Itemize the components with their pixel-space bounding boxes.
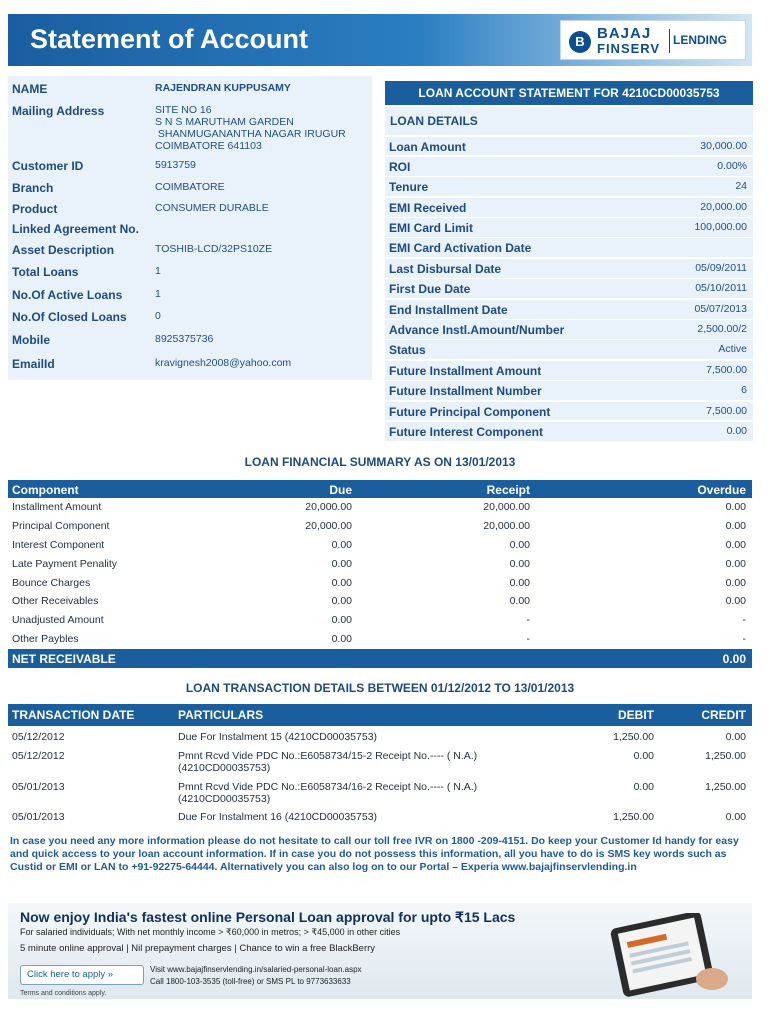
transaction-credit: 1,250.00 xyxy=(705,750,746,762)
customer-details-panel xyxy=(8,76,372,380)
customer-field-label: Customer ID xyxy=(12,159,84,173)
loan-detail-row xyxy=(385,198,753,217)
banner-features: 5 minute online approval | Nil prepayment charges | Chance to win a free BlackBerry xyxy=(20,943,376,954)
loan-detail-label: First Due Date xyxy=(389,282,471,297)
loan-detail-label: End Installment Date xyxy=(389,302,508,317)
col-header-overdue: Overdue xyxy=(697,483,746,497)
banner-visit-link[interactable]: Visit www.bajajfinservlending.in/salaried-personal-loan.aspx xyxy=(150,965,362,974)
col-header-debit: DEBIT xyxy=(618,708,654,722)
promo-banner xyxy=(8,903,752,999)
table-cell: Installment Amount xyxy=(12,501,102,513)
logo-text-finserv: FINSERV xyxy=(597,41,661,56)
financial-summary-table xyxy=(8,480,752,668)
table-cell: 20,000.00 xyxy=(305,501,352,513)
table-row xyxy=(8,555,752,574)
loan-detail-row xyxy=(385,402,753,421)
loan-detail-label: Future Interest Component xyxy=(389,424,544,439)
loan-detail-label: Loan Amount xyxy=(389,139,466,154)
net-receivable-row xyxy=(8,649,752,668)
table-cell: 20,000.00 xyxy=(483,501,530,513)
transaction-date: 05/01/2013 xyxy=(12,781,65,793)
customer-field-value: TOSHIB-LCD/32PS10ZE xyxy=(155,243,273,255)
customer-field-label: Branch xyxy=(12,181,54,195)
page-title: Statement of Account xyxy=(30,24,309,54)
loan-statement-header: LOAN ACCOUNT STATEMENT FOR 4210CD00035753 xyxy=(385,81,753,105)
header-bar xyxy=(8,14,752,66)
loan-detail-value: 7,500.00 xyxy=(706,363,747,376)
col-header-transaction-date: TRANSACTION DATE xyxy=(12,708,135,722)
col-header-particulars: PARTICULARS xyxy=(178,708,264,722)
loan-detail-row xyxy=(385,238,753,257)
table-cell: 0.00 xyxy=(725,595,746,608)
loan-detail-value: 6 xyxy=(741,384,747,397)
loan-detail-label: Advance Instl.Amount/Number xyxy=(389,323,565,338)
table-row xyxy=(8,517,752,536)
net-receivable-label: NET RECEIVABLE xyxy=(12,652,116,667)
customer-field-value: CONSUMER DURABLE xyxy=(155,202,269,214)
customer-field-label: Total Loans xyxy=(12,265,79,279)
table-cell: 0.00 xyxy=(725,576,746,589)
tablet-illustration-icon xyxy=(586,913,736,997)
table-cell: Interest Component xyxy=(12,538,105,551)
table-cell: 0.00 xyxy=(725,538,746,551)
transaction-table-header xyxy=(8,704,752,726)
loan-detail-row xyxy=(385,381,753,400)
table-row xyxy=(8,536,752,555)
transaction-credit: 0.00 xyxy=(725,731,746,743)
table-row xyxy=(8,498,752,517)
table-cell: 0.00 xyxy=(509,538,530,551)
table-cell: - xyxy=(742,633,746,646)
transaction-particulars: Pmnt Rcvd Vide PDC No.:E6058734/15-2 Receipt No.---- ( N.A.) (4210CD00035753) xyxy=(178,750,478,774)
banner-terms: Terms and conditions apply. xyxy=(20,990,107,997)
customer-field-label: No.Of Active Loans xyxy=(12,288,123,302)
col-header-credit: CREDIT xyxy=(701,708,746,722)
table-cell: 0.00 xyxy=(331,614,352,627)
loan-detail-value: 20,000.00 xyxy=(700,200,747,213)
col-header-component: Component xyxy=(12,483,79,497)
transaction-credit: 0.00 xyxy=(725,811,746,823)
transaction-debit: 0.00 xyxy=(633,781,654,793)
customer-field-label: No.Of Closed Loans xyxy=(12,310,127,324)
customer-field-value: 8925375736 xyxy=(155,333,214,345)
table-row xyxy=(8,574,752,593)
loan-detail-value: 30,000.00 xyxy=(700,139,747,152)
table-cell: Unadjusted Amount xyxy=(12,614,104,627)
transaction-date: 05/12/2012 xyxy=(12,731,65,743)
transaction-details-title: LOAN TRANSACTION DETAILS BETWEEN 01/12/2012 TO 13/01/2013 xyxy=(185,681,575,695)
banner-headline: Now enjoy India's fastest online Personal Loan approval for upto ₹15 Lacs xyxy=(20,909,516,925)
customer-field-value[interactable]: kravignesh2008@yahoo.com xyxy=(155,357,292,369)
loan-details-subheader: LOAN DETAILS xyxy=(385,107,753,135)
loan-detail-value: 7,500.00 xyxy=(706,404,747,417)
loan-detail-label: Future Installment Amount xyxy=(389,363,542,378)
financial-table-header xyxy=(8,480,752,498)
loan-detail-row xyxy=(385,361,753,380)
banner-eligibility: For salaried individuals; With net monthly income > ₹60,000 in metros; > ₹45,000 in other cities xyxy=(20,927,401,937)
col-header-due: Due xyxy=(329,483,352,497)
loan-detail-label: Future Installment Number xyxy=(389,384,542,399)
customer-field-value: 0 xyxy=(155,310,161,322)
customer-field-label: Product xyxy=(12,202,58,216)
contact-info-note: In case you need any more information please do not hesitate to call our toll free IVR on 1800 -209-4151. Do keep your Customer Id handy for easy and quick access to your loan account information. If in case you do not possess this information, all you have to do is SMS key words such as Custid or EMI or LAN to +91-92275-64444. Alternatively you can also log on to our Portal – Experia www.bajajfinservlending.in xyxy=(10,835,739,873)
logo-mark-icon: B xyxy=(569,31,591,53)
table-cell: 0.00 xyxy=(725,557,746,570)
table-cell: 0.00 xyxy=(725,501,746,513)
loan-detail-row xyxy=(385,157,753,176)
loan-detail-row xyxy=(385,259,753,278)
loan-detail-value: 05/07/2013 xyxy=(694,302,747,315)
loan-detail-row xyxy=(385,340,753,359)
customer-field-value: 5913759 xyxy=(155,159,196,171)
table-cell: - xyxy=(742,614,746,627)
table-cell: 0.00 xyxy=(725,519,746,532)
transaction-particulars: Due For Instalment 16 (4210CD00035753) xyxy=(178,811,378,823)
loan-detail-row xyxy=(385,279,753,298)
loan-detail-row xyxy=(385,320,753,339)
logo-text-lending: LENDING xyxy=(673,33,727,47)
loan-detail-row xyxy=(385,422,753,441)
bajaj-finserv-logo xyxy=(560,20,746,60)
net-receivable-value: 0.00 xyxy=(722,652,746,667)
loan-detail-label: Last Disbursal Date xyxy=(389,261,502,276)
customer-field-value: SITE NO 16 S N S MARUTHAM GARDEN SHANMUGANANTHA NAGAR IRUGUR COIMBATORE 641103 xyxy=(155,104,346,152)
col-header-receipt: Receipt xyxy=(486,483,530,497)
loan-detail-label: Tenure xyxy=(389,180,429,195)
transaction-particulars: Due For Instalment 15 (4210CD00035753) xyxy=(178,731,378,743)
banner-call-info: Call 1800-103-3535 (toll-free) or SMS PL to 9773633633 xyxy=(150,977,351,986)
transaction-debit: 1,250.00 xyxy=(613,811,654,823)
table-cell: Other Receivables xyxy=(12,595,99,608)
table-cell: 0.00 xyxy=(331,633,352,646)
customer-field-label: NAME xyxy=(12,82,48,96)
loan-detail-value: Active xyxy=(718,343,747,356)
loan-detail-label: EMI Card Activation Date xyxy=(389,241,532,256)
table-cell: 0.00 xyxy=(509,576,530,589)
loan-detail-row xyxy=(385,137,753,156)
loan-detail-value: 100,000.00 xyxy=(694,221,747,234)
customer-field-value: 1 xyxy=(155,288,161,300)
table-cell: Principal Component xyxy=(12,519,110,532)
loan-detail-value: 24 xyxy=(735,180,747,193)
loan-details-panel xyxy=(385,81,753,441)
table-row xyxy=(8,611,752,630)
table-cell: 20,000.00 xyxy=(305,519,352,532)
loan-detail-value: 0.00 xyxy=(726,424,747,437)
loan-detail-label: Future Principal Component xyxy=(389,404,551,419)
table-cell: Late Payment Penality xyxy=(12,557,118,570)
loan-detail-value: 0.00% xyxy=(717,159,747,172)
transaction-debit: 1,250.00 xyxy=(613,731,654,743)
customer-field-label: Mobile xyxy=(12,333,50,347)
loan-detail-value: 05/10/2011 xyxy=(695,282,747,295)
loan-detail-label: Status xyxy=(389,343,426,358)
table-cell: - xyxy=(526,614,530,627)
logo-text-bajaj: BAJAJ xyxy=(597,25,652,42)
loan-detail-value: 2,500.00/2 xyxy=(697,323,747,336)
table-cell: 0.00 xyxy=(331,538,352,551)
table-cell: 20,000.00 xyxy=(483,519,530,532)
transaction-credit: 1,250.00 xyxy=(705,781,746,793)
table-cell: Other Paybles xyxy=(12,633,79,646)
table-row xyxy=(8,592,752,611)
table-cell: Bounce Charges xyxy=(12,576,91,589)
customer-field-label: Linked Agreement No. xyxy=(12,222,139,236)
transaction-particulars: Pmnt Rcvd Vide PDC No.:E6058734/16-2 Receipt No.---- ( N.A.) (4210CD00035753) xyxy=(178,781,478,805)
table-cell: 0.00 xyxy=(509,595,530,608)
loan-detail-label: EMI Received xyxy=(389,200,467,215)
financial-summary-title: LOAN FINANCIAL SUMMARY AS ON 13/01/2013 xyxy=(244,455,516,469)
loan-detail-label: EMI Card Limit xyxy=(389,221,474,236)
transaction-date: 05/01/2013 xyxy=(12,811,65,823)
table-cell: - xyxy=(526,633,530,646)
customer-field-value: COIMBATORE xyxy=(155,181,225,193)
loan-detail-row xyxy=(385,218,753,237)
customer-field-value: RAJENDRAN KUPPUSAMY xyxy=(155,82,291,94)
table-cell: 0.00 xyxy=(331,576,352,589)
loan-detail-row xyxy=(385,177,753,196)
table-cell: 0.00 xyxy=(331,557,352,570)
table-row xyxy=(8,630,752,649)
table-cell: 0.00 xyxy=(331,595,352,608)
table-cell: 0.00 xyxy=(509,557,530,570)
customer-field-label: EmailId xyxy=(12,357,55,371)
logo-divider xyxy=(669,29,670,53)
loan-detail-row xyxy=(385,300,753,319)
transaction-debit: 0.00 xyxy=(633,750,654,762)
loan-detail-value: 05/09/2011 xyxy=(695,261,747,274)
customer-field-label: Asset Description xyxy=(12,243,115,257)
loan-detail-label: ROI xyxy=(389,159,411,174)
customer-field-value: 1 xyxy=(155,265,161,277)
customer-field-label: Mailing Address xyxy=(12,104,105,118)
apply-button[interactable]: Click here to apply » xyxy=(20,965,144,985)
transaction-date: 05/12/2012 xyxy=(12,750,65,762)
